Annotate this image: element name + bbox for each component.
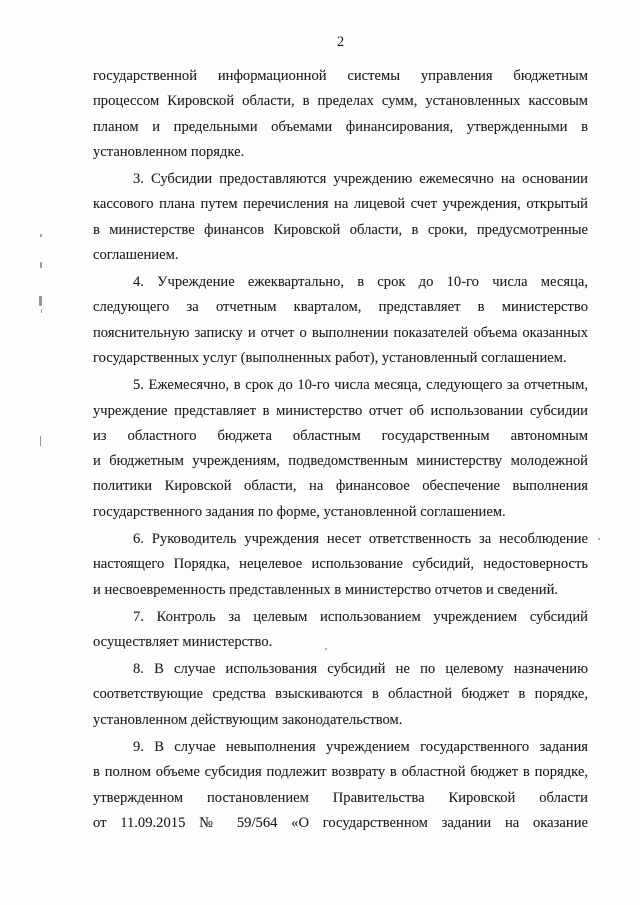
text-line: 5. Ежемесячно, в срок до 10-го числа месяца, следующего за отчетным,: [133, 377, 588, 394]
paragraph-item-9: [93, 735, 588, 836]
text-line: процессом Кировской области, в пределах сумм, установленных кассовым: [93, 93, 588, 110]
text-line: государственного задания по форме, установленной соглашением.: [93, 503, 506, 520]
text-line: государственной информационной системы управления бюджетным: [93, 68, 588, 84]
text-line: в полном объеме субсидия подлежит возврату в областной бюджет в порядке,: [93, 764, 588, 781]
text-line: в министерстве финансов Кировской области, в сроки, предусмотренные: [93, 221, 588, 238]
text-line: утвержденном постановлением Правительства Кировской области: [93, 789, 588, 806]
text-line: 4. Учреждение ежеквартально, в срок до 10-го числа месяца,: [133, 274, 588, 291]
page-number: 2: [336, 34, 345, 50]
text-line: пояснительную записку и отчет о выполнении показателей объема оказанных: [93, 324, 588, 341]
paragraph-item-3: [93, 167, 588, 268]
document-body: [93, 64, 588, 836]
text-line: планом и предельными объемами финансирования, утвержденными в: [93, 118, 588, 135]
text-line: 6. Руководитель учреждения несет ответственность за несоблюдение: [133, 530, 588, 547]
scan-mark: [40, 436, 41, 446]
text-line: установленном действующим законодательством.: [93, 711, 403, 728]
text-line: 7. Контроль за целевым использованием учреждением субсидий: [133, 608, 588, 625]
text-line: учреждение представляет в министерство отчет об использовании субсидии: [93, 402, 588, 419]
text-line: кассового плана путем перечисления на лицевой счет учреждения, открытый: [93, 196, 588, 213]
scan-mark: [40, 234, 42, 237]
text-line: 8. В случае использования субсидий не по целевому назначению: [133, 661, 588, 678]
scan-mark: [39, 296, 42, 306]
paragraph-item-5: [93, 373, 588, 525]
text-line: соглашением.: [93, 246, 179, 263]
text-line: следующего за отчетным кварталом, представляет в министерство: [93, 299, 588, 316]
text-line: политики Кировской области, на финансовое обеспечение выполнения: [93, 478, 588, 495]
paragraph-item-4: [93, 270, 588, 371]
text-line: соответствующие средства взыскиваются в областной бюджет в порядке,: [93, 686, 588, 703]
text-line: и несвоевременность представленных в министерство отчетов и сведений.: [93, 581, 559, 598]
scan-mark: [41, 309, 42, 313]
paragraph-continuation: [93, 64, 588, 165]
text-line: из областного бюджета областным государственным автономным: [93, 427, 588, 444]
scan-mark: [40, 262, 42, 268]
text-line: от 11.09.2015 № 59/564 «О государственном задании на оказание: [93, 814, 588, 831]
scan-mark: [598, 538, 600, 540]
text-line: настоящего Порядка, нецелевое использование субсидий, недостоверность: [93, 556, 588, 573]
paragraph-item-7: [93, 605, 588, 656]
paragraph-item-6: [93, 527, 588, 603]
text-line: осуществляет министерство.: [93, 633, 273, 650]
paragraph-item-8: [93, 657, 588, 733]
text-line: 3. Субсидии предоставляются учреждению ежемесячно на основании: [133, 171, 588, 188]
text-line: и бюджетным учреждениям, подведомственным министерству молодежной: [93, 453, 588, 470]
text-line: установленном порядке.: [93, 143, 245, 160]
text-line: 9. В случае невыполнения учреждением государственного задания: [133, 738, 588, 755]
text-line: государственных услуг (выполненных работ), установленный соглашением.: [93, 350, 567, 367]
